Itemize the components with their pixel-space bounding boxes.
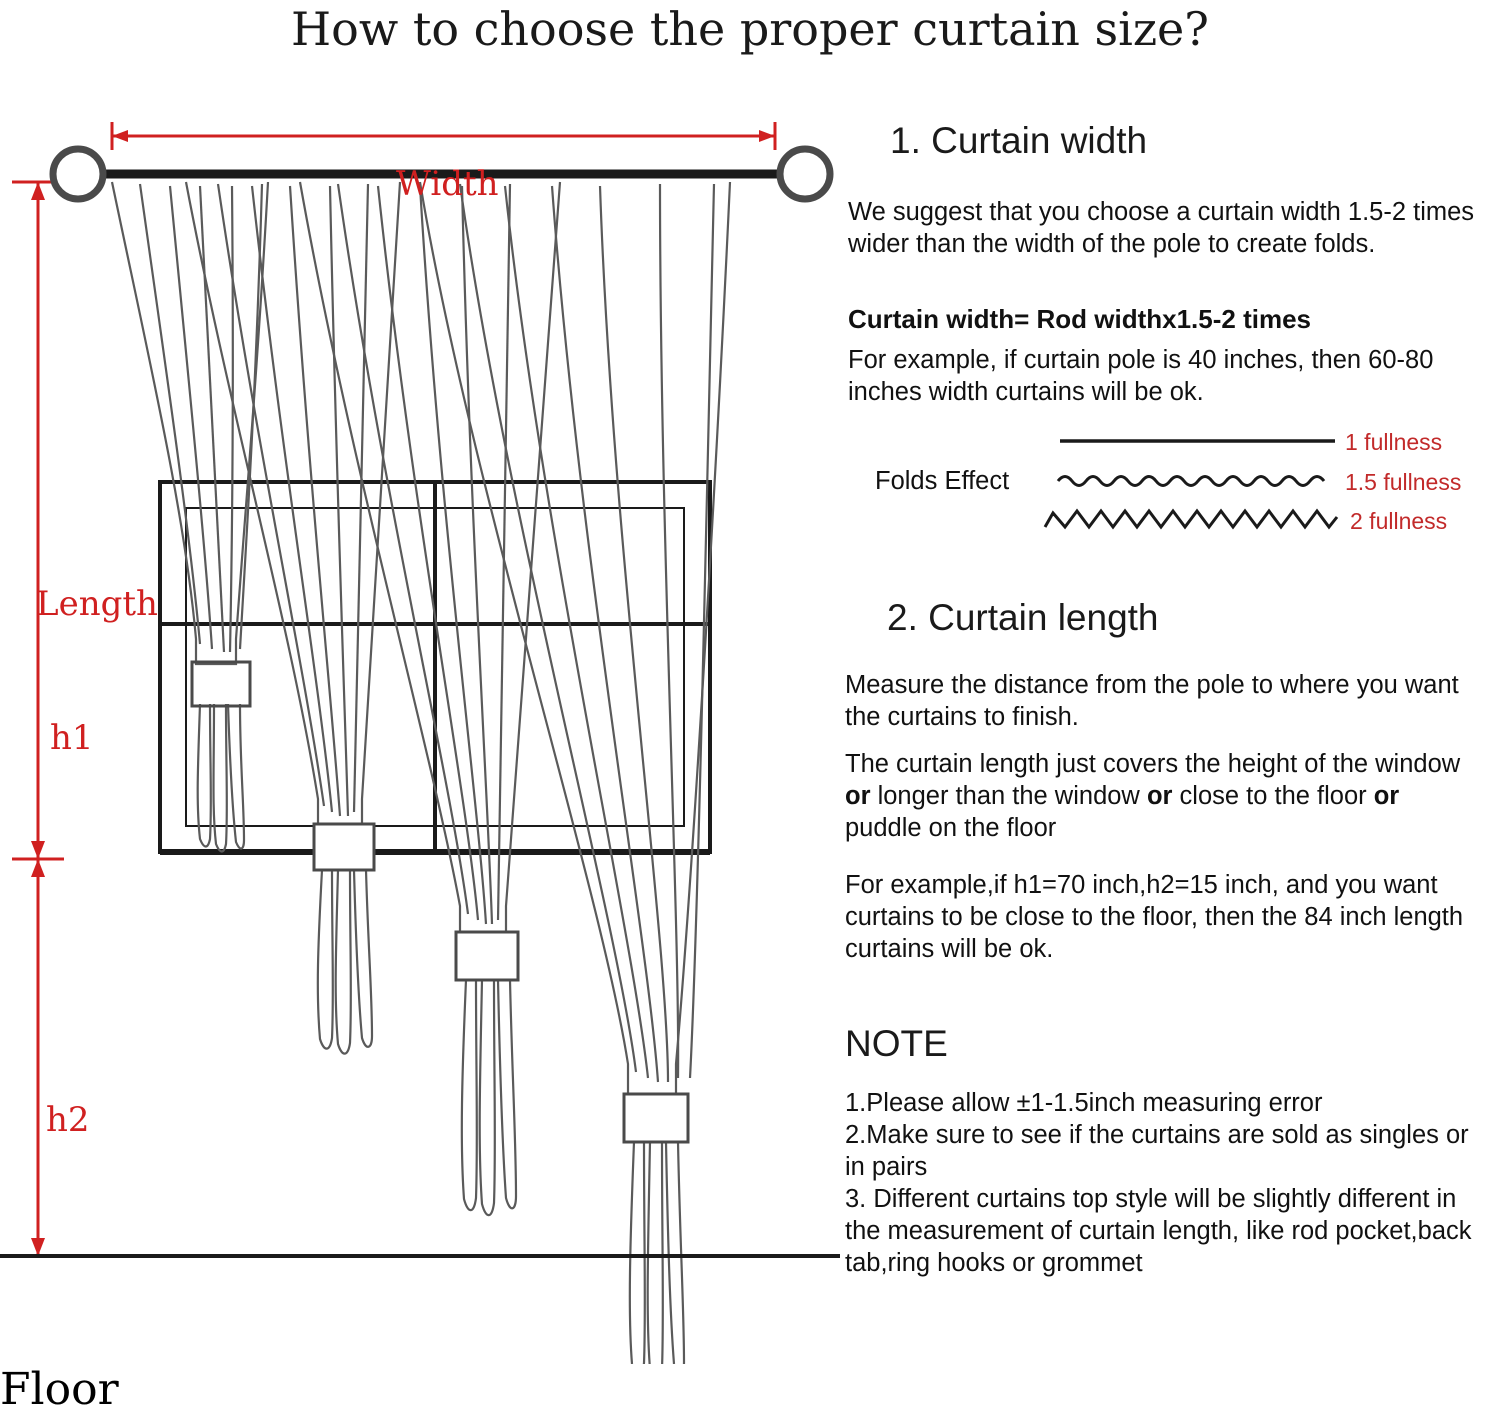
curtain-diagram [0, 64, 840, 1415]
curtain-length-paragraph-2 [845, 748, 1475, 844]
page-title: How to choose the proper curtain size? [291, 2, 1209, 56]
curtain-length-paragraph-3: For example,if h1=70 inch,h2=15 inch, and you want curtains to be close to the floor, then the 84 inch length curtains will be ok. [845, 871, 1464, 963]
fullness-1_5-line [1058, 477, 1324, 486]
curtain-width-formula: Curtain width= Rod widthx1.5-2 times [848, 304, 1311, 334]
length-p2-part2: longer than the window [870, 782, 1147, 810]
fullness-label-1: 1 fullness [1345, 429, 1443, 455]
h2-label: h2 [46, 1100, 90, 1140]
note-line-3: 3. Different curtains top style will be slightly different in the measurement of curtain length, like rod pocket,back tab,ring hooks or grommet [845, 1185, 1472, 1277]
curtain-width-paragraph-1: We suggest that you choose a curtain width 1.5-2 times wider than the width of the pole to create folds. [848, 198, 1475, 258]
curtain-tieback-3 [456, 932, 518, 980]
curtain-panel-1 [112, 182, 268, 852]
note-heading: NOTE [845, 1023, 948, 1064]
curtain-diagram-svg [0, 64, 840, 1364]
note-lines [845, 1087, 1475, 1279]
fullness-label-1_5: 1.5 fullness [1345, 469, 1462, 495]
rod-finial-right [780, 149, 830, 199]
curtain-tieback-1 [192, 662, 250, 706]
fullness-label-2: 2 fullness [1350, 508, 1448, 534]
note-line-2: 2.Make sure to see if the curtains are sold as singles or in pairs [845, 1121, 1469, 1181]
length-p2-bold1: or [845, 782, 871, 810]
length-label: Length [36, 584, 158, 624]
curtain-width-paragraph-2: For example, if curtain pole is 40 inches, then 60-80 inches width curtains will be ok. [848, 346, 1434, 406]
length-p2-bold3: or [1373, 782, 1400, 810]
curtain-panel-3 [300, 182, 560, 1215]
curtain-length-paragraph-1: Measure the distance from the pole to where you want the curtains to finish. [845, 671, 1459, 731]
length-p2-part1: The curtain length just covers the height of the window [845, 750, 1461, 778]
curtain-tieback-4 [624, 1094, 688, 1142]
text-column [845, 0, 1500, 1364]
rod-finial-left [53, 149, 103, 199]
length-p2-bold2: or [1146, 782, 1173, 810]
length-p2-part3: close to the floor [1172, 782, 1374, 810]
fullness-2-line [1045, 511, 1337, 527]
floor-label: Floor [0, 1364, 119, 1415]
h1-label: h1 [50, 718, 94, 758]
folds-effect-block [845, 415, 1495, 545]
curtain-width-heading: 1. Curtain width [890, 120, 1148, 161]
folds-effect-label: Folds Effect [875, 467, 1010, 495]
length-p2-part4: puddle on the floor [845, 814, 1057, 842]
curtain-tieback-2 [314, 824, 374, 870]
curtain-length-heading: 2. Curtain length [887, 597, 1159, 638]
note-line-1: 1.Please allow ±1-1.5inch measuring error [845, 1089, 1323, 1117]
width-label: Width [396, 164, 499, 204]
